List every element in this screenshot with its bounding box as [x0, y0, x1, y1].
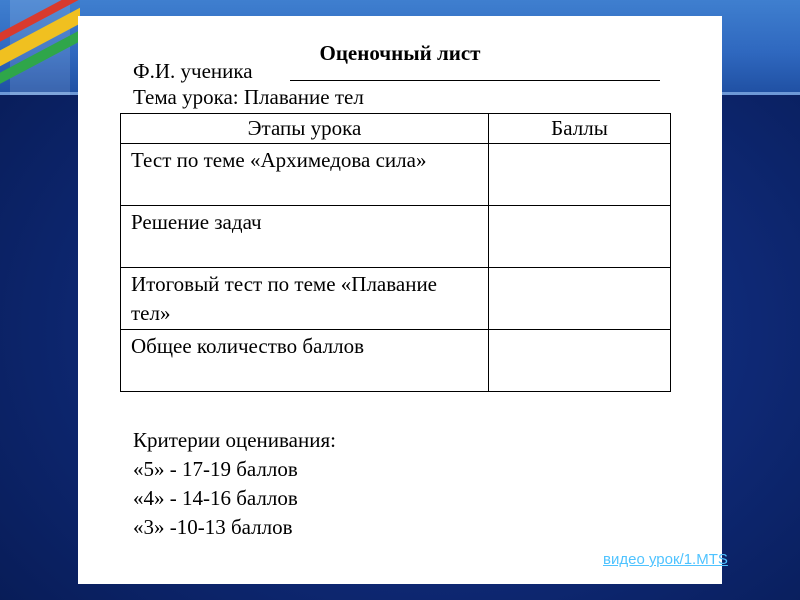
table-row: [121, 206, 671, 268]
assessment-sheet: [78, 16, 722, 584]
sheet-title: Оценочный лист: [319, 41, 481, 65]
criteria-heading: Критерии оценивания:: [133, 428, 336, 452]
video-lesson-link[interactable]: видео урок/1.MTS: [603, 551, 728, 568]
student-name-blank-line: [290, 80, 660, 81]
score-cell: [489, 206, 671, 268]
table-header-row: [121, 114, 671, 144]
stage-cell: Решение задач: [121, 206, 489, 268]
decorative-ribbon-graphic: [0, 0, 80, 95]
score-cell: [489, 268, 671, 330]
column-header-scores: Баллы: [489, 114, 671, 144]
student-name-label: Ф.И. ученика: [133, 59, 253, 83]
table-row: [121, 330, 671, 392]
lesson-topic: Тема урока: Плавание тел: [133, 85, 364, 109]
stage-cell: Тест по теме «Архимедова сила»: [121, 144, 489, 206]
grading-table: [120, 113, 671, 392]
score-cell: [489, 330, 671, 392]
grading-criteria: [133, 426, 336, 542]
table-row: [121, 144, 671, 206]
table-row: [121, 268, 671, 330]
column-header-stages: Этапы урока: [121, 114, 489, 144]
criteria-item: «4» - 14-16 баллов: [133, 486, 298, 510]
criteria-item: «3» -10-13 баллов: [133, 515, 293, 539]
criteria-item: «5» - 17-19 баллов: [133, 457, 298, 481]
stage-cell: Итоговый тест по теме «Плавание тел»: [121, 268, 489, 330]
score-cell: [489, 144, 671, 206]
stage-cell: Общее количество баллов: [121, 330, 489, 392]
